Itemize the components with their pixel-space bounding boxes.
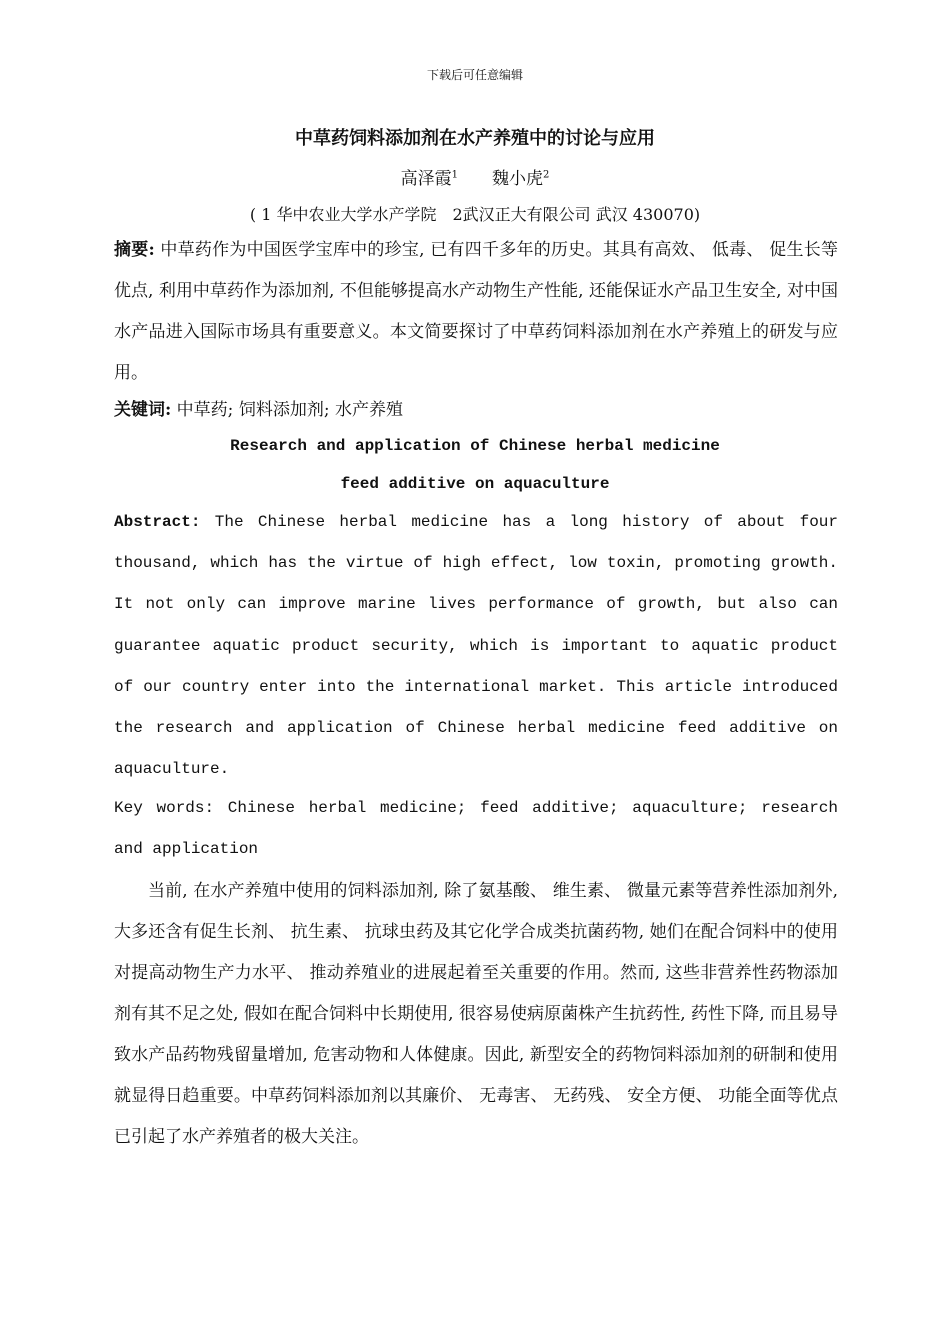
english-abstract xyxy=(114,502,838,790)
author-line xyxy=(0,164,950,189)
chinese-abstract xyxy=(114,230,838,394)
paper-title: 中草药饲料添加剂在水产养殖中的讨论与应用 xyxy=(295,128,655,149)
author-2-name: 魏小虎 xyxy=(492,169,543,189)
english-title-line-2: feed additive on aquaculture xyxy=(340,475,610,493)
english-title-line-1: Research and application of Chinese herbal medicine xyxy=(230,437,720,455)
chinese-abstract-label: 摘要: xyxy=(114,240,155,260)
english-keywords: Key words: Chinese herbal medicine; feed additive; aquaculture; research and application xyxy=(114,799,838,858)
english-abstract-text: The Chinese herbal medicine has a long history of about four thousand, which has the virtue of high effect, low toxin, promoting growth. It not only can improve marine lives performance of growth, but also can guarantee aquatic product security, which is important to aquatic product of our country enter into the international market. This article introduced the research and application of Chinese herbal medicine feed additive on aquaculture. xyxy=(114,513,838,779)
author-2-affiliation-mark: 2 xyxy=(543,169,550,181)
author-1-name: 高泽霞 xyxy=(400,169,452,189)
chinese-keywords-label: 关键词: xyxy=(114,400,172,420)
chinese-abstract-text: 中草药作为中国医学宝库中的珍宝, 已有四千多年的历史。其具有高效、 低毒、 促生长等优点, 利用中草药作为添加剂, 不但能够提高水产动物生产性能, 还能保证水产品卫生安全, 对中国水产品进入国际市场具有重要意义。本文简要探讨了中草药饲料添加剂在水产养殖上的研发与应用。 xyxy=(114,240,838,383)
chinese-keywords-text: 中草药; 饲料添加剂; 水产养殖 xyxy=(171,400,403,420)
header-note: 下载后可任意编辑 xyxy=(426,68,523,82)
body-paragraph: 当前, 在水产养殖中使用的饲料添加剂, 除了氨基酸、 维生素、 微量元素等营养性添加剂外, 大多还含有促生长剂、 抗生素、 抗球虫药及其它化学合成类抗菌药物, 她们在配合饲料中的使用对提高动物生产力水平、 推动养殖业的进展起着至关重要的作用。然而, 这些非营养性药物添加剂有其不足之处, 假如在配合饲料中长期使用, 很容易使病原菌株产生抗药性, 药性下降, 而且易导致水产品药物残留量增加, 危害动物和人体健康。因此, 新型安全的药物饲料添加剂的研制和使用就显得日趋重要。中草药饲料添加剂以其廉价、 无毒害、 无药残、 安全方便、 功能全面等优点已引起了水产养殖者的极大关注。 xyxy=(114,881,838,1147)
chinese-keywords xyxy=(114,396,838,424)
english-abstract-label: Abstract: xyxy=(114,513,201,531)
affiliation-line: ( 1 华中农业大学水产学院 2武汉正大有限公司 武汉 430070) xyxy=(249,205,701,224)
author-1-affiliation-mark: 1 xyxy=(451,169,458,181)
